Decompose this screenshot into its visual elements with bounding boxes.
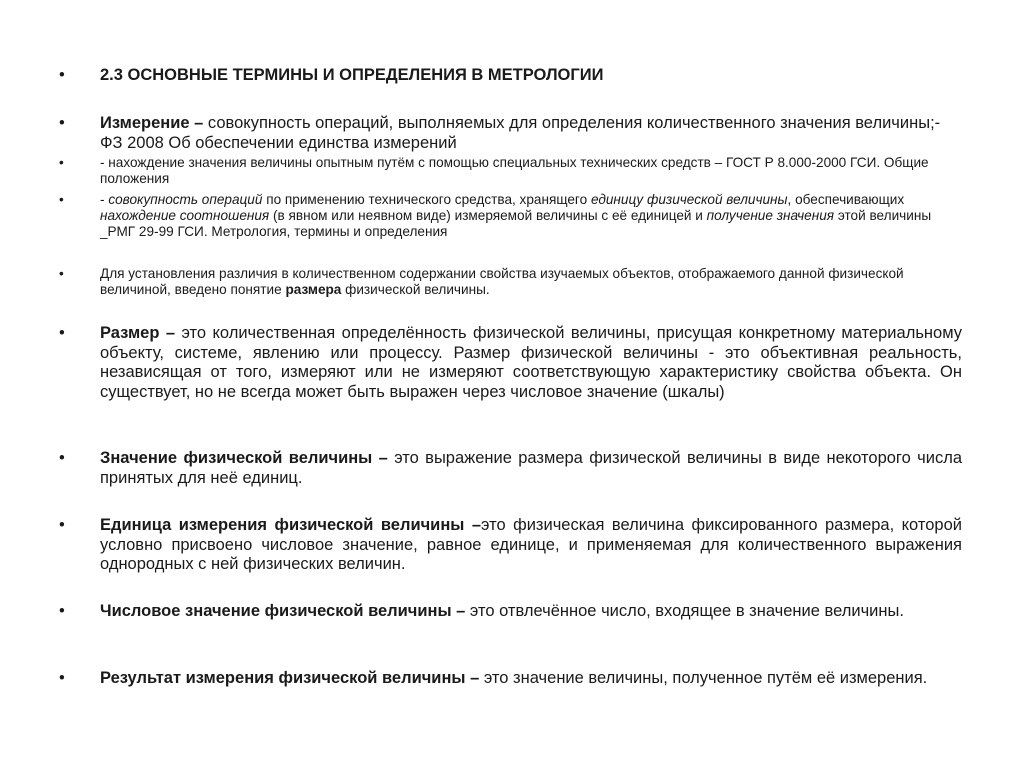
term-label: Числовое значение физической величины –	[100, 602, 466, 620]
definition-result	[100, 669, 962, 689]
definition-text: это количественная определённость физической величины, присущая конкретному материальному объекту, системе, явлению или процессу. Размер физической величины - это объективная реальность, независящая от того, измеряют или не измеряют соответствующую характеристику свойства объекта. Он существует, но не всегда может быть выражен через числовое значение (шкалы)	[100, 324, 962, 401]
italic-fragment: получение значения	[706, 208, 835, 223]
bullet-marker: •	[59, 669, 65, 687]
term-label: Размер –	[100, 324, 176, 342]
definition-numeric-value	[100, 602, 962, 622]
bullet-marker: •	[59, 324, 65, 342]
term-label: размера	[285, 282, 342, 297]
italic-fragment: совокупность операций	[108, 192, 263, 207]
definition-text: это выражение размера физической величины в виде некоторого числа принятых для неё единиц.	[100, 449, 963, 487]
definition-text: совокупность операций, выполняемых для определения количественного значения величины;- ФЗ 2008 Об обеспечении единства измерений	[100, 114, 941, 152]
text-fragment: физической величины.	[341, 282, 490, 297]
term-label: Измерение –	[100, 114, 204, 132]
text-fragment: этой величины _РМГ 29-99 ГСИ. Метрология, термины и определения	[100, 208, 932, 239]
definition-rmg	[100, 192, 962, 240]
text-fragment: (в явном или неявном виде) измеряемой величины с её единицей и	[269, 208, 707, 223]
definition-measurement	[100, 114, 962, 153]
term-label: Значение физической величины –	[100, 449, 388, 467]
slide-heading	[100, 66, 962, 86]
definition-text: это значение величины, полученное путём её измерения.	[479, 669, 928, 687]
bullet-marker: •	[59, 266, 64, 281]
bullet-marker: •	[59, 192, 64, 207]
definition-unit	[100, 516, 962, 575]
bullet-marker: •	[59, 114, 65, 132]
text-fragment: Для установления различия в количественном содержании свойства изучаемых объектов, отображаемого данной физической величиной, введено понятие	[100, 266, 904, 297]
definition-size	[100, 324, 962, 402]
bullet-marker: •	[59, 602, 65, 620]
text-fragment: , обеспечивающих	[787, 192, 905, 207]
text-fragment: -	[100, 192, 109, 207]
definition-text: это физическая величина фиксированного размера, которой условно присвоено числовое значение, равное единице, и применяемая для количественного выражения однородных с ней физических величин.	[100, 516, 962, 573]
term-label: Единица измерения физической величины –	[100, 516, 482, 534]
definition-text: это отвлечённое число, входящее в значение величины.	[465, 602, 904, 620]
bullet-marker: •	[59, 155, 64, 170]
italic-fragment: единицу физической величины	[590, 192, 788, 207]
bullet-marker: •	[59, 449, 65, 467]
heading-text: 2.3 ОСНОВНЫЕ ТЕРМИНЫ И ОПРЕДЕЛЕНИЯ В МЕТРОЛОГИИ	[100, 66, 604, 84]
text-fragment: по применению технического средства, хранящего	[262, 192, 591, 207]
bullet-marker: •	[59, 66, 65, 84]
definition-value	[100, 449, 962, 488]
definition-text: - нахождение значения величины опытным путём с помощью специальных технических средств – ГОСТ Р 8.000-2000 ГСИ. Общие положения	[100, 155, 929, 186]
definition-gost	[100, 155, 962, 187]
term-label: Результат измерения физической величины –	[100, 669, 480, 687]
bullet-marker: •	[59, 516, 65, 534]
size-intro-text	[100, 266, 962, 298]
italic-fragment: нахождение соотношения	[100, 208, 270, 223]
